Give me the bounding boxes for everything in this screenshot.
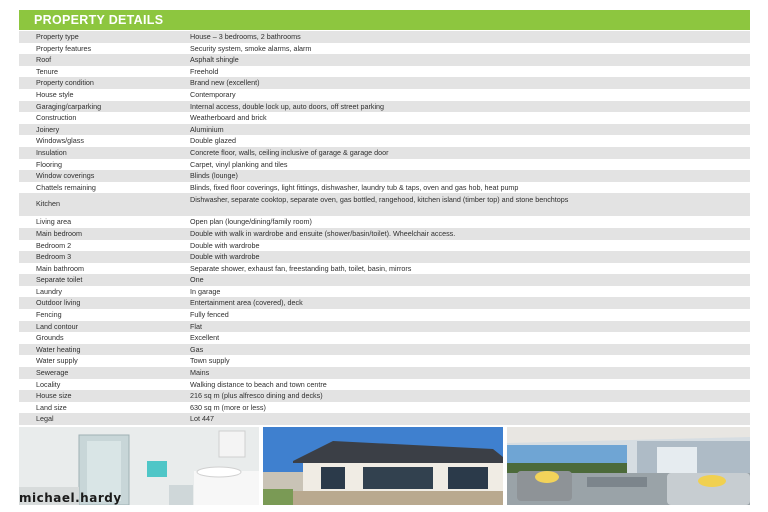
detail-row — [19, 89, 750, 101]
detail-label: Land contour — [36, 321, 78, 331]
detail-value: Weatherboard and brick — [190, 113, 267, 123]
detail-label: Tenure — [36, 66, 58, 76]
detail-row — [19, 112, 750, 124]
detail-label: Flooring — [36, 159, 62, 169]
detail-row — [19, 147, 750, 159]
detail-row — [19, 54, 750, 66]
detail-label: Roof — [36, 55, 52, 65]
detail-label: Sewerage — [36, 368, 69, 378]
detail-row — [19, 251, 750, 263]
detail-row — [19, 182, 750, 194]
detail-row — [19, 355, 750, 367]
detail-value: Separate shower, exhaust fan, freestanding bath, toilet, basin, mirrors — [190, 263, 412, 273]
detail-label: Property condition — [36, 78, 94, 88]
detail-value: Blinds, fixed floor coverings, light fittings, dishwasher, laundry tub & taps, oven and gas hob, heat pump — [190, 182, 519, 192]
detail-label: Outdoor living — [36, 298, 81, 308]
detail-value: In garage — [190, 286, 221, 296]
detail-row — [19, 124, 750, 136]
detail-label: Construction — [36, 113, 77, 123]
detail-value: Mains — [190, 368, 210, 378]
detail-value: One — [190, 275, 204, 285]
detail-row — [19, 321, 750, 333]
detail-row — [19, 309, 750, 321]
house-exterior-photo — [263, 427, 503, 505]
photo-strip — [19, 427, 750, 505]
detail-value: Aluminium — [190, 124, 224, 134]
detail-label: Main bathroom — [36, 263, 84, 273]
detail-row — [19, 332, 750, 344]
detail-value: Lot 447 — [190, 414, 214, 424]
detail-label: House style — [36, 89, 74, 99]
detail-label: Laundry — [36, 286, 62, 296]
detail-label: Fencing — [36, 310, 62, 320]
detail-row — [19, 286, 750, 298]
detail-value: Flat — [190, 321, 202, 331]
detail-label: Separate toilet — [36, 275, 83, 285]
detail-value: Double glazed — [190, 136, 236, 146]
detail-value: House – 3 bedrooms, 2 bathrooms — [190, 32, 301, 41]
detail-label: Main bedroom — [36, 228, 82, 238]
brand-logo-text: michael.hardy — [19, 491, 122, 505]
detail-value: 630 sq m (more or less) — [190, 402, 266, 412]
detail-label: House size — [36, 391, 72, 401]
detail-label: Locality — [36, 379, 61, 389]
detail-row — [19, 170, 750, 182]
detail-value: Internal access, double lock up, auto doors, off street parking — [190, 101, 385, 111]
section-header — [19, 10, 750, 30]
detail-value: Contemporary — [190, 89, 236, 99]
detail-row — [19, 135, 750, 147]
detail-value: Dishwasher, separate cooktop, separate oven, gas bottled, rangehood, kitchen island (timber top) and stone benchtops — [190, 195, 569, 205]
detail-label: Windows/glass — [36, 136, 84, 146]
detail-label: Land size — [36, 402, 67, 412]
detail-row — [19, 413, 750, 425]
property-details-table — [19, 31, 750, 425]
detail-label: Grounds — [36, 333, 64, 343]
detail-value: Fully fenced — [190, 310, 229, 320]
detail-row — [19, 66, 750, 78]
detail-label: Insulation — [36, 147, 67, 157]
detail-row — [19, 379, 750, 391]
detail-label: Window coverings — [36, 171, 95, 181]
detail-label: Property type — [36, 32, 79, 41]
detail-label: Joinery — [36, 124, 60, 134]
detail-row — [19, 193, 750, 216]
detail-value: Security system, smoke alarms, alarm — [190, 43, 312, 53]
detail-label: Bedroom 3 — [36, 252, 72, 262]
detail-row — [19, 297, 750, 309]
detail-value: Concrete floor, walls, ceiling inclusive of garage & garage door — [190, 147, 389, 157]
detail-value: Town supply — [190, 356, 230, 366]
detail-row — [19, 77, 750, 89]
detail-row — [19, 274, 750, 286]
detail-row — [19, 43, 750, 55]
detail-row — [19, 31, 750, 43]
detail-row — [19, 367, 750, 379]
detail-label: Kitchen — [36, 199, 60, 209]
detail-label: Property features — [36, 43, 92, 53]
detail-value: Carpet, vinyl planking and tiles — [190, 159, 288, 169]
detail-value: Open plan (lounge/dining/family room) — [190, 217, 312, 227]
detail-label: Water supply — [36, 356, 78, 366]
detail-row — [19, 101, 750, 113]
detail-label: Legal — [36, 414, 54, 424]
detail-value: Entertainment area (covered), deck — [190, 298, 303, 308]
detail-row — [19, 263, 750, 275]
detail-row — [19, 390, 750, 402]
detail-label: Garaging/carparking — [36, 101, 102, 111]
detail-row — [19, 159, 750, 171]
detail-label: Living area — [36, 217, 72, 227]
detail-row — [19, 228, 750, 240]
detail-value: 216 sq m (plus alfresco dining and decks) — [190, 391, 323, 401]
detail-label: Water heating — [36, 344, 81, 354]
detail-value: Double with wardrobe — [190, 240, 260, 250]
alfresco-deck-photo — [507, 427, 750, 505]
detail-value: Double with walk in wardrobe and ensuite (shower/basin/toilet). Wheelchair access. — [190, 228, 456, 238]
detail-row — [19, 344, 750, 356]
detail-label: Chattels remaining — [36, 182, 96, 192]
detail-value: Asphalt shingle — [190, 55, 239, 65]
section-title: PROPERTY DETAILS — [34, 13, 164, 27]
detail-row — [19, 240, 750, 252]
detail-value: Blinds (lounge) — [190, 171, 238, 181]
detail-value: Excellent — [190, 333, 220, 343]
detail-value: Freehold — [190, 66, 219, 76]
detail-row — [19, 216, 750, 228]
detail-value: Gas — [190, 344, 204, 354]
detail-value: Brand new (excellent) — [190, 78, 260, 88]
detail-label: Bedroom 2 — [36, 240, 72, 250]
detail-value: Walking distance to beach and town centre — [190, 379, 327, 389]
detail-row — [19, 402, 750, 414]
detail-value: Double with wardrobe — [190, 252, 260, 262]
